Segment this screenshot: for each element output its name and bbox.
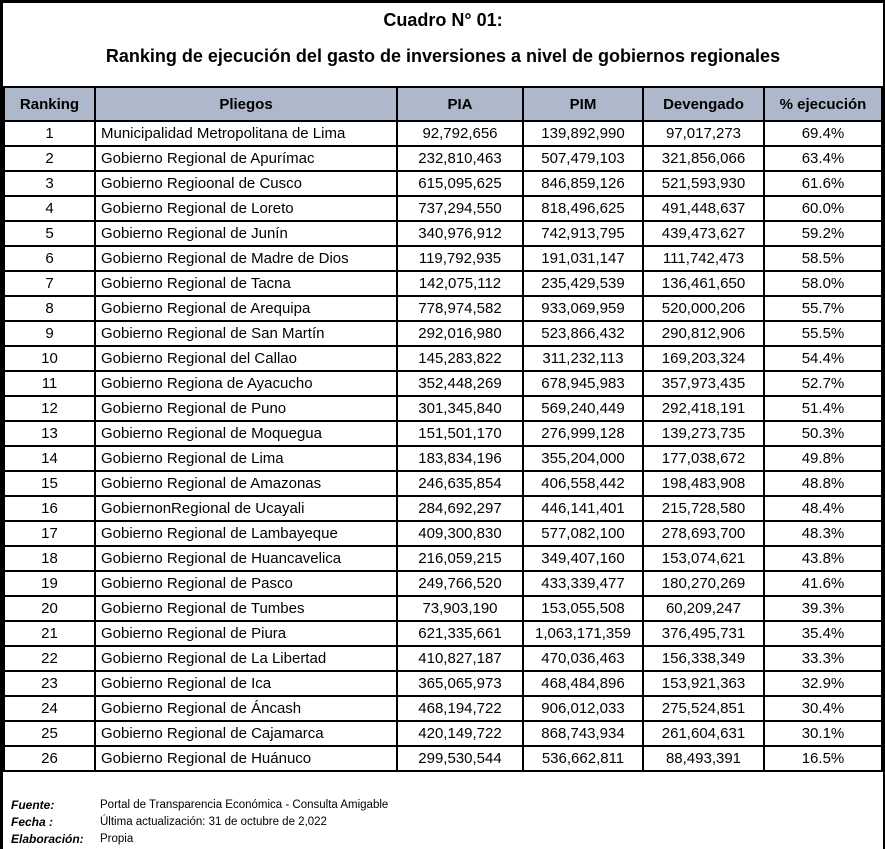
cell-pliegos: Gobierno Regional de Pasco — [95, 571, 397, 596]
date-value: Última actualización: 31 de octubre de 2,022 — [100, 816, 327, 828]
cell-ejecucion: 58.5% — [764, 246, 882, 271]
cell-pim: 139,892,990 — [523, 121, 643, 146]
cell-pia: 409,300,830 — [397, 521, 523, 546]
cell-pia: 301,345,840 — [397, 396, 523, 421]
table-row — [4, 371, 882, 396]
cell-pia: 468,194,722 — [397, 696, 523, 721]
cell-ranking: 8 — [4, 296, 95, 321]
cell-pim: 818,496,625 — [523, 196, 643, 221]
table-row — [4, 221, 882, 246]
cell-devengado: 290,812,906 — [643, 321, 764, 346]
cell-devengado: 520,000,206 — [643, 296, 764, 321]
cell-ejecucion: 54.4% — [764, 346, 882, 371]
footer-source-row — [11, 797, 883, 814]
cell-pia: 145,283,822 — [397, 346, 523, 371]
cell-ranking: 17 — [4, 521, 95, 546]
cell-devengado: 261,604,631 — [643, 721, 764, 746]
table-row — [4, 671, 882, 696]
cell-ranking: 25 — [4, 721, 95, 746]
cell-ejecucion: 69.4% — [764, 121, 882, 146]
cell-pia: 284,692,297 — [397, 496, 523, 521]
cell-ranking: 24 — [4, 696, 95, 721]
cell-pliegos: Gobierno Regional de Moquegua — [95, 421, 397, 446]
cell-ejecucion: 49.8% — [764, 446, 882, 471]
cell-pim: 349,407,160 — [523, 546, 643, 571]
cell-pliegos: Gobierno Regional de Puno — [95, 396, 397, 421]
cell-devengado: 275,524,851 — [643, 696, 764, 721]
cell-pim: 153,055,508 — [523, 596, 643, 621]
column-header-ranking: Ranking — [4, 87, 95, 121]
cell-ranking: 19 — [4, 571, 95, 596]
cell-ejecucion: 63.4% — [764, 146, 882, 171]
cell-devengado: 97,017,273 — [643, 121, 764, 146]
cell-ranking: 12 — [4, 396, 95, 421]
cell-pliegos: Gobierno Regional de Tumbes — [95, 596, 397, 621]
cell-pim: 868,743,934 — [523, 721, 643, 746]
table-row — [4, 696, 882, 721]
column-header-devengado: Devengado — [643, 87, 764, 121]
cell-devengado: 278,693,700 — [643, 521, 764, 546]
cell-pia: 119,792,935 — [397, 246, 523, 271]
cell-pliegos: Gobierno Regional de Junín — [95, 221, 397, 246]
cell-pim: 470,036,463 — [523, 646, 643, 671]
cell-pim: 507,479,103 — [523, 146, 643, 171]
cell-pliegos: Gobierno Regional de Piura — [95, 621, 397, 646]
cell-pim: 846,859,126 — [523, 171, 643, 196]
cell-pliegos: Gobierno Regioonal de Cusco — [95, 171, 397, 196]
cell-pim: 933,069,959 — [523, 296, 643, 321]
cell-ejecucion: 55.7% — [764, 296, 882, 321]
column-header-ejecucion: % ejecución — [764, 87, 882, 121]
cell-devengado: 198,483,908 — [643, 471, 764, 496]
table-row — [4, 271, 882, 296]
table-row — [4, 396, 882, 421]
cell-devengado: 491,448,637 — [643, 196, 764, 221]
table-row — [4, 496, 882, 521]
footer-elaboration-row — [11, 831, 883, 848]
cell-pia: 216,059,215 — [397, 546, 523, 571]
cell-pliegos: Gobierno Regional del Callao — [95, 346, 397, 371]
cell-ranking: 9 — [4, 321, 95, 346]
cell-ranking: 23 — [4, 671, 95, 696]
cell-ejecucion: 32.9% — [764, 671, 882, 696]
cell-pim: 446,141,401 — [523, 496, 643, 521]
table-row — [4, 321, 882, 346]
cell-devengado: 156,338,349 — [643, 646, 764, 671]
cell-pia: 410,827,187 — [397, 646, 523, 671]
cell-pim: 468,484,896 — [523, 671, 643, 696]
cell-ejecucion: 33.3% — [764, 646, 882, 671]
cell-pia: 232,810,463 — [397, 146, 523, 171]
cell-ejecucion: 35.4% — [764, 621, 882, 646]
cell-ejecucion: 48.3% — [764, 521, 882, 546]
footer-date-row — [11, 814, 883, 831]
date-label: Fecha : — [11, 815, 54, 829]
cell-ejecucion: 61.6% — [764, 171, 882, 196]
cell-pia: 292,016,980 — [397, 321, 523, 346]
cell-ejecucion: 50.3% — [764, 421, 882, 446]
cell-devengado: 111,742,473 — [643, 246, 764, 271]
cell-ejecucion: 58.0% — [764, 271, 882, 296]
cell-ranking: 5 — [4, 221, 95, 246]
cell-pia: 621,335,661 — [397, 621, 523, 646]
cell-pim: 406,558,442 — [523, 471, 643, 496]
cell-pliegos: Gobierno Regional de Huánuco — [95, 746, 397, 771]
table-number-title: Cuadro N° 01: — [383, 10, 503, 30]
cell-pia: 352,448,269 — [397, 371, 523, 396]
column-header-pim: PIM — [523, 87, 643, 121]
cell-pim: 569,240,449 — [523, 396, 643, 421]
cell-devengado: 169,203,324 — [643, 346, 764, 371]
table-header-row — [4, 87, 882, 121]
cell-pim: 577,082,100 — [523, 521, 643, 546]
cell-pim: 536,662,811 — [523, 746, 643, 771]
table-row — [4, 571, 882, 596]
cell-devengado: 180,270,269 — [643, 571, 764, 596]
cell-ranking: 6 — [4, 246, 95, 271]
cell-ranking: 14 — [4, 446, 95, 471]
cell-devengado: 321,856,066 — [643, 146, 764, 171]
cell-pia: 737,294,550 — [397, 196, 523, 221]
cell-pia: 151,501,170 — [397, 421, 523, 446]
cell-devengado: 357,973,435 — [643, 371, 764, 396]
source-value: Portal de Transparencia Económica - Consulta Amigable — [100, 799, 389, 811]
ranking-table — [3, 86, 883, 772]
cell-pliegos: Gobierno Regiona de Ayacucho — [95, 371, 397, 396]
elaboration-value: Propia — [100, 833, 134, 845]
cell-ranking: 22 — [4, 646, 95, 671]
elaboration-label: Elaboración: — [11, 832, 84, 846]
cell-ejecucion: 30.4% — [764, 696, 882, 721]
cell-devengado: 292,418,191 — [643, 396, 764, 421]
cell-ranking: 2 — [4, 146, 95, 171]
cell-ejecucion: 55.5% — [764, 321, 882, 346]
cell-devengado: 139,273,735 — [643, 421, 764, 446]
table-row — [4, 521, 882, 546]
cell-pliegos: Gobierno Regional de La Libertad — [95, 646, 397, 671]
cell-devengado: 136,461,650 — [643, 271, 764, 296]
cell-pliegos: GobiernonRegional de Ucayali — [95, 496, 397, 521]
cell-pim: 311,232,113 — [523, 346, 643, 371]
cell-ranking: 3 — [4, 171, 95, 196]
cell-ranking: 4 — [4, 196, 95, 221]
cell-pim: 678,945,983 — [523, 371, 643, 396]
cell-pliegos: Gobierno Regional de Áncash — [95, 696, 397, 721]
source-label: Fuente: — [11, 798, 55, 812]
cell-ejecucion: 48.4% — [764, 496, 882, 521]
cell-ejecucion: 39.3% — [764, 596, 882, 621]
table-row — [4, 646, 882, 671]
table-row — [4, 721, 882, 746]
cell-devengado: 177,038,672 — [643, 446, 764, 471]
column-header-pia: PIA — [397, 87, 523, 121]
cell-pliegos: Gobierno Regional de Arequipa — [95, 296, 397, 321]
cell-pia: 249,766,520 — [397, 571, 523, 596]
table-row — [4, 421, 882, 446]
table-row — [4, 146, 882, 171]
cell-ejecucion: 41.6% — [764, 571, 882, 596]
cell-pia: 92,792,656 — [397, 121, 523, 146]
cell-pliegos: Gobierno Regional de Ica — [95, 671, 397, 696]
cell-pim: 191,031,147 — [523, 246, 643, 271]
cell-pliegos: Gobierno Regional de Tacna — [95, 271, 397, 296]
table-row — [4, 621, 882, 646]
cell-pliegos: Gobierno Regional de Huancavelica — [95, 546, 397, 571]
cell-pliegos: Gobierno Regional de Amazonas — [95, 471, 397, 496]
cell-pia: 246,635,854 — [397, 471, 523, 496]
cell-pia: 142,075,112 — [397, 271, 523, 296]
cell-ranking: 26 — [4, 746, 95, 771]
cell-ranking: 16 — [4, 496, 95, 521]
cell-ranking: 15 — [4, 471, 95, 496]
cell-devengado: 153,074,621 — [643, 546, 764, 571]
cell-devengado: 88,493,391 — [643, 746, 764, 771]
cell-devengado: 153,921,363 — [643, 671, 764, 696]
table-row — [4, 471, 882, 496]
cell-ranking: 10 — [4, 346, 95, 371]
cell-devengado: 439,473,627 — [643, 221, 764, 246]
cell-pim: 742,913,795 — [523, 221, 643, 246]
cell-pliegos: Gobierno Regional de Lambayeque — [95, 521, 397, 546]
table-row — [4, 196, 882, 221]
cell-pia: 615,095,625 — [397, 171, 523, 196]
cell-pim: 355,204,000 — [523, 446, 643, 471]
cell-devengado: 215,728,580 — [643, 496, 764, 521]
table-row — [4, 546, 882, 571]
cell-pliegos: Gobierno Regional de Apurímac — [95, 146, 397, 171]
cell-ranking: 21 — [4, 621, 95, 646]
cell-pim: 906,012,033 — [523, 696, 643, 721]
cell-ejecucion: 59.2% — [764, 221, 882, 246]
table-row — [4, 171, 882, 196]
cell-pliegos: Municipalidad Metropolitana de Lima — [95, 121, 397, 146]
footer-notes — [3, 797, 883, 848]
table-row — [4, 746, 882, 771]
cell-pim: 235,429,539 — [523, 271, 643, 296]
table-row — [4, 446, 882, 471]
cell-pliegos: Gobierno Regional de Madre de Dios — [95, 246, 397, 271]
cell-ejecucion: 60.0% — [764, 196, 882, 221]
column-header-pliegos: Pliegos — [95, 87, 397, 121]
cell-ejecucion: 52.7% — [764, 371, 882, 396]
cell-pliegos: Gobierno Regional de San Martín — [95, 321, 397, 346]
cell-ejecucion: 51.4% — [764, 396, 882, 421]
cell-pliegos: Gobierno Regional de Lima — [95, 446, 397, 471]
cell-ranking: 20 — [4, 596, 95, 621]
cell-ejecucion: 30.1% — [764, 721, 882, 746]
cell-ejecucion: 43.8% — [764, 546, 882, 571]
cell-ranking: 18 — [4, 546, 95, 571]
cell-pia: 73,903,190 — [397, 596, 523, 621]
cell-pia: 365,065,973 — [397, 671, 523, 696]
table-row — [4, 121, 882, 146]
table-subtitle: Ranking de ejecución del gasto de inversiones a nivel de gobiernos regionales — [105, 46, 781, 66]
cell-pia: 340,976,912 — [397, 221, 523, 246]
cell-ranking: 7 — [4, 271, 95, 296]
cell-pim: 276,999,128 — [523, 421, 643, 446]
table-row — [4, 346, 882, 371]
cell-ranking: 1 — [4, 121, 95, 146]
cell-pia: 299,530,544 — [397, 746, 523, 771]
cell-pia: 420,149,722 — [397, 721, 523, 746]
cell-devengado: 521,593,930 — [643, 171, 764, 196]
cell-pia: 183,834,196 — [397, 446, 523, 471]
cell-ranking: 13 — [4, 421, 95, 446]
cell-pim: 523,866,432 — [523, 321, 643, 346]
cell-pliegos: Gobierno Regional de Cajamarca — [95, 721, 397, 746]
cell-ejecucion: 48.8% — [764, 471, 882, 496]
table-row — [4, 296, 882, 321]
cell-pliegos: Gobierno Regional de Loreto — [95, 196, 397, 221]
cell-devengado: 60,209,247 — [643, 596, 764, 621]
cell-pim: 1,063,171,359 — [523, 621, 643, 646]
cell-ejecucion: 16.5% — [764, 746, 882, 771]
table-row — [4, 596, 882, 621]
cell-pim: 433,339,477 — [523, 571, 643, 596]
table-row — [4, 246, 882, 271]
cell-pia: 778,974,582 — [397, 296, 523, 321]
cell-ranking: 11 — [4, 371, 95, 396]
cell-devengado: 376,495,731 — [643, 621, 764, 646]
